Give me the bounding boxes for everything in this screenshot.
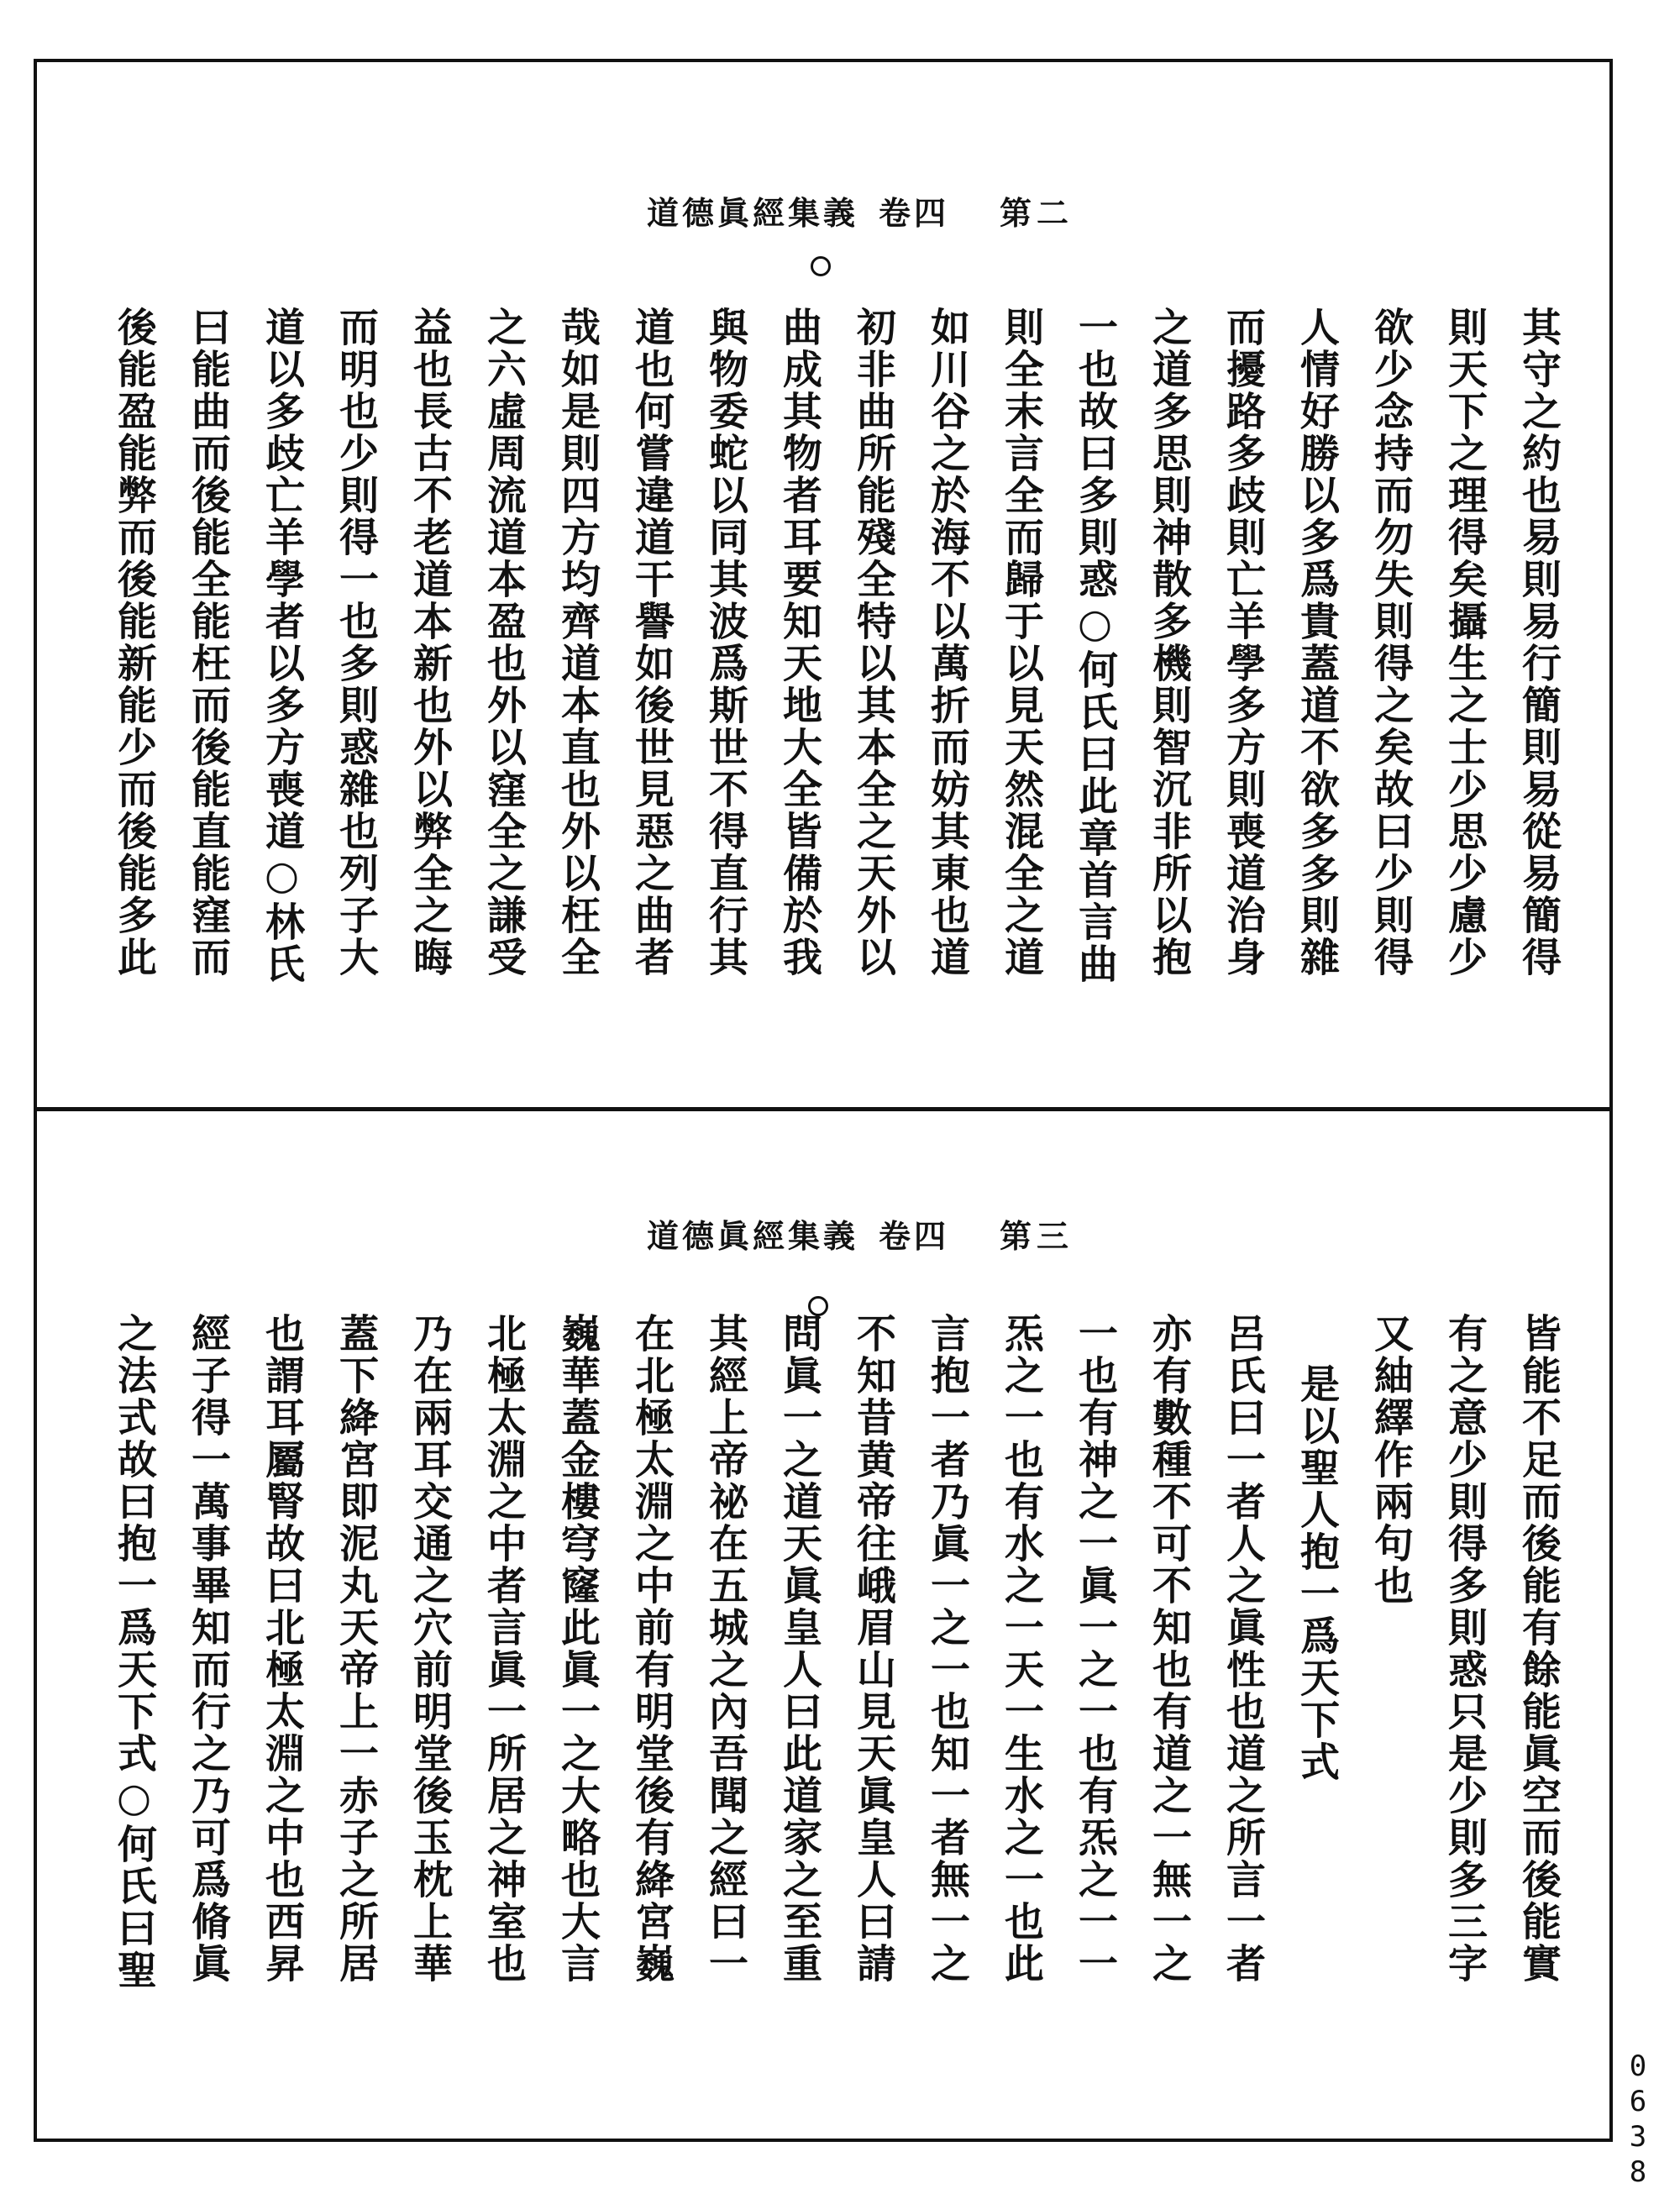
text-line: 又紬繹作兩句也 — [1368, 1313, 1414, 1607]
text-line: 則天下之理得矣攝生之士少思少慮少 — [1441, 307, 1488, 979]
text-line: 欲少念持而勿失則得之矣故曰少則得 — [1368, 307, 1414, 979]
page-number: 0638 — [1621, 2049, 1655, 2191]
text-line: 初非曲所能殘全特以其本全之天外以 — [850, 307, 896, 979]
text-line: 與物委蛇以同其波爲斯世不得直行其 — [702, 307, 748, 979]
text-line: 亦有數種不可不知也有道之一無一之 — [1146, 1313, 1192, 1985]
text-line: 而明也少則得一也多則惑雜也列子大 — [333, 307, 379, 979]
header-volume: 卷四 — [879, 1216, 950, 1255]
page-header — [647, 185, 1193, 235]
text-line: 是以聖人抱一爲天下式 — [1294, 1363, 1340, 1783]
header-title: 道德眞經集義 — [647, 1216, 859, 1255]
text-column-block — [97, 1313, 1575, 2073]
upper-page — [34, 59, 1613, 1107]
text-line: 不知昔黄帝往峨眉山見天眞皇人曰請 — [850, 1313, 896, 1985]
text-line: 呂氏曰一者人之眞性也道之所言一者 — [1220, 1313, 1266, 1985]
text-line: 炁之一也有水之一天一生水之一也此 — [998, 1313, 1044, 1985]
text-line: 益也長古不老道本新也外以弊全之晦 — [407, 307, 453, 979]
text-line: 曰能曲而後能全能枉而後能直能窪而 — [185, 307, 231, 979]
text-line: 後能盈能弊而後能新能少而後能多此 — [111, 307, 157, 979]
header-title: 道德眞經集義 — [647, 193, 859, 232]
text-line: 哉如是則四方均齊道本直也外以枉全 — [554, 307, 601, 979]
lower-page — [34, 1111, 1613, 2142]
text-line: 有之意少則得多則惑只是少則多三字 — [1441, 1313, 1488, 1985]
text-line: 而擾路多歧則亡羊學多方則喪道治身 — [1220, 307, 1266, 979]
text-line: 則全末言全而歸于以見天然混全之道 — [998, 307, 1044, 979]
text-line: 乃在兩耳交通之穴前明堂後玉枕上華 — [407, 1313, 453, 1985]
text-line: 蓋下絳宮即泥丸天帝上一赤子之所居 — [333, 1313, 379, 1985]
text-line: 一也故曰多則惑○何氏曰此章首言曲 — [1072, 307, 1118, 985]
text-line: 之六虛周流道本盈也外以窪全之謙受 — [480, 307, 527, 979]
text-line: 道也何嘗違道干譽如後世見惡之曲者 — [628, 307, 675, 979]
text-line: 言抱一者乃眞一之一也知一者無一之 — [924, 1313, 970, 1985]
header-section: 第三 — [1000, 1216, 1074, 1255]
text-line: 在北極太淵之中前有明堂後有絳宮巍 — [628, 1313, 675, 1985]
text-line: 北極太淵之中者言眞一所居之神室也 — [480, 1313, 527, 1985]
text-line: 其經上帝祕在五城之內吾聞之經曰一 — [702, 1313, 748, 1985]
text-line: 一也有神之一眞一之一也有炁之一一 — [1072, 1313, 1118, 1985]
text-column-block — [97, 307, 1575, 1046]
text-line: 如川谷之於海不以萬折而妨其東也道 — [924, 307, 970, 979]
text-line: 曲成其物者耳要知天地大全皆備於我 — [776, 307, 822, 979]
text-line: 道以多歧亡羊學者以多方喪道○林氏 — [259, 307, 305, 985]
header-section: 第二 — [1000, 193, 1074, 232]
text-line: 皆能不足而後能有餘能眞空而後能實 — [1515, 1313, 1562, 1985]
text-line: 經子得一萬事畢知而行之乃可爲脩眞 — [185, 1313, 231, 1985]
text-line: 之法式故曰抱一爲天下式○何氏曰聖 — [111, 1313, 157, 1992]
text-line: 問眞一之道天眞皇人曰此道家之至重 — [776, 1313, 822, 1985]
text-line: 人情好勝以多爲貴蓋道不欲多多則雜 — [1294, 307, 1340, 979]
text-line: 巍華蓋金樓穹窿此眞一之大略也大言 — [554, 1313, 601, 1985]
text-line: 其守之約也易則易行簡則易從易簡得 — [1515, 307, 1562, 979]
text-line: 之道多思則神散多機則智沉非所以抱 — [1146, 307, 1192, 979]
text-line: 也謂耳屬腎故曰北極太淵之中也西昇 — [259, 1313, 305, 1985]
page-header — [647, 1208, 1193, 1258]
circle-marker-icon — [811, 256, 831, 276]
header-volume: 卷四 — [879, 193, 950, 232]
